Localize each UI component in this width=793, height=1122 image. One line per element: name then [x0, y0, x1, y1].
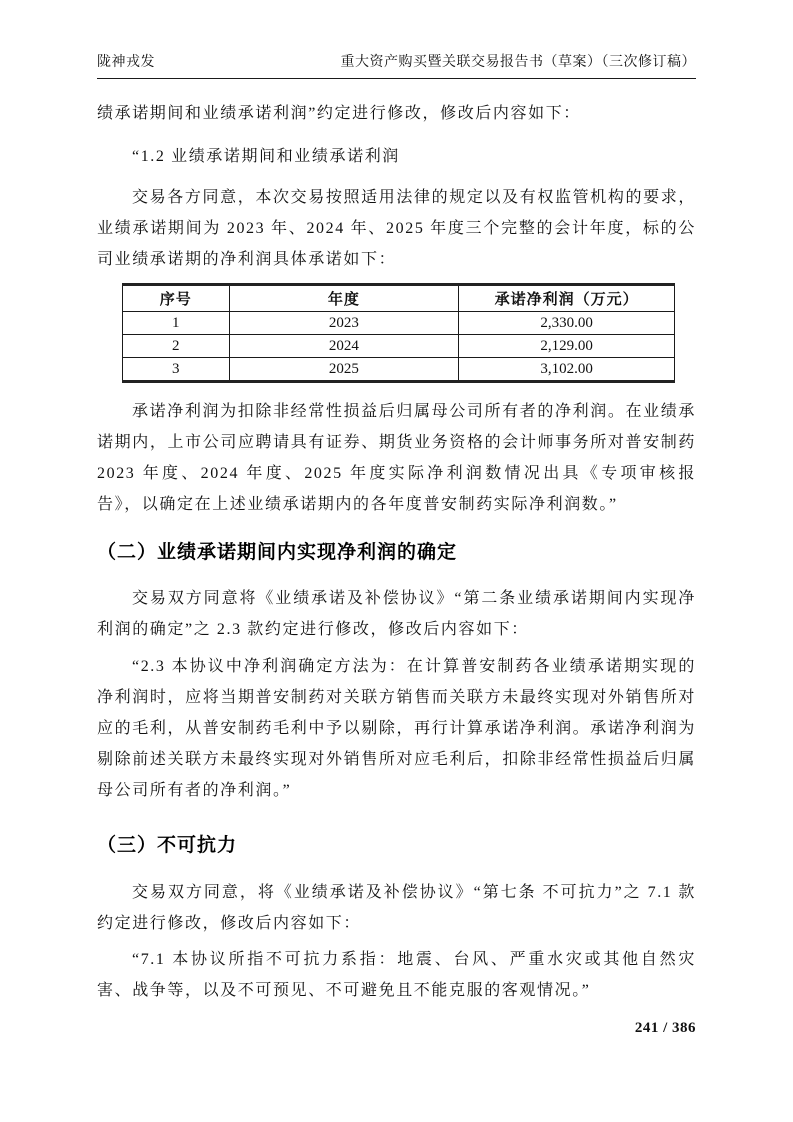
section-heading-2: （二）业绩承诺期间内实现净利润的确定	[97, 542, 458, 563]
commitment-profit-table	[122, 283, 675, 383]
paragraph-commitment-period: 交易各方同意，本次交易按照适用法律的规定以及有权监管机构的要求，业绩承诺期间为 2023 年、2024 年、2025 年度三个完整的会计年度，标的公司业绩承诺期的净利润具体承诺如下：	[97, 189, 696, 268]
cell-year: 2025	[229, 358, 459, 382]
cell-year: 2024	[229, 335, 459, 358]
cell-seq: 3	[123, 358, 230, 382]
clause-2-3-text: “2.3 本协议中净利润确定方法为：在计算普安制药各业绩承诺期实现的净利润时，应将当期普安制药对关联方销售而关联方未最终实现对外销售所对应的毛利，从普安制药毛利中予以剔除，再行计算承诺净利润。承诺净利润为剔除前述关联方未最终实现对外销售所对应毛利后，扣除非经常性损益后归属母公司所有者的净利润。”	[97, 658, 696, 799]
cell-profit: 2,129.00	[459, 335, 675, 358]
running-header	[97, 51, 696, 79]
table-header-profit: 承诺净利润（万元）	[459, 285, 675, 312]
paragraph-agree-7-1: 交易双方同意，将《业绩承诺及补偿协议》“第七条 不可抗力”之 7.1 款约定进行修改，修改后内容如下：	[97, 884, 696, 932]
paragraph-profit-definition: 承诺净利润为扣除非经常性损益后归属母公司所有者的净利润。在业绩承诺期内，上市公司应聘请具有证券、期货业务资格的会计师事务所对普安制药 2023 年度、2024 年度、2025 年度实际净利润数情况出具《专项审核报告》，以确定在上述业绩承诺期内的各年度普安制药实际净利润数。”	[97, 403, 696, 513]
cell-year: 2023	[229, 312, 459, 335]
table-header-seq: 序号	[123, 285, 230, 312]
paragraph-agree-2-3: 交易双方同意将《业绩承诺及补偿协议》“第二条业绩承诺期间内实现净利润的确定”之 2.3 款约定进行修改，修改后内容如下：	[97, 590, 696, 638]
table-row	[123, 335, 675, 358]
cell-profit: 2,330.00	[459, 312, 675, 335]
cell-seq: 2	[123, 335, 230, 358]
table-row	[123, 312, 675, 335]
page-number: 241 / 386	[634, 1020, 696, 1036]
table-header-row	[123, 285, 675, 312]
section-heading-3: （三）不可抗力	[97, 835, 238, 856]
header-report-title: 重大资产购买暨关联交易报告书（草案）（三次修订稿）	[340, 55, 696, 70]
cell-seq: 1	[123, 312, 230, 335]
table-row	[123, 358, 675, 382]
table-header-year: 年度	[229, 285, 459, 312]
paragraph-continuation: 绩承诺期间和业绩承诺利润”约定进行修改，修改后内容如下：	[97, 105, 581, 122]
clause-7-1-text: “7.1 本协议所指不可抗力系指：地震、台风、严重水灾或其他自然灾害、战争等，以及不可预见、不可避免且不能克服的客观情况。”	[97, 951, 696, 999]
cell-profit: 3,102.00	[459, 358, 675, 382]
header-company-name: 陇神戎发	[97, 55, 155, 70]
clause-1-2-title: “1.2 业绩承诺期间和业绩承诺利润	[132, 148, 400, 165]
